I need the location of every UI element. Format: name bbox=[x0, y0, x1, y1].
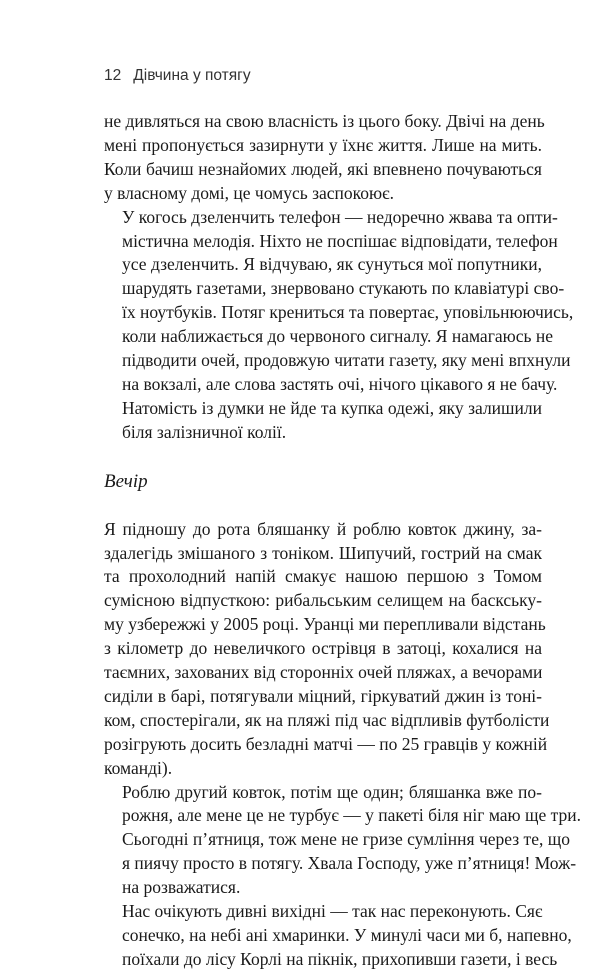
text-line: сонечко, на небі ані хмаринки. У минулі часи ми б, напевно, bbox=[122, 925, 572, 945]
text-line: я пиячу просто в потягу. Хвала Господу, уже п’ятниця! Мож- bbox=[122, 853, 577, 874]
running-head bbox=[104, 67, 251, 85]
book-title: Дівчина у потягу bbox=[133, 67, 251, 84]
text-line: таємних, захованих від сторонніх очей пляжах, а вечорами bbox=[104, 662, 543, 683]
text-line: му узбережжі у 2005 році. Уранці ми перепливали відстань bbox=[104, 614, 546, 635]
text-line: сумісною відпусткою: рибальським селищем на баскську- bbox=[104, 590, 542, 611]
text-line: Сьогодні п’ятниця, тож мене не гризе сумління через те, що bbox=[122, 829, 570, 850]
text-line: у власному домі, це чомусь заспокоює. bbox=[104, 182, 394, 203]
text-line: Роблю другий ковток, потім ще один; бляшанка вже по- bbox=[122, 781, 542, 802]
text-line: розігрують досить безладні матчі — по 25 гравців у кожній bbox=[104, 733, 548, 754]
text-line: біля залізничної колії. bbox=[122, 421, 287, 442]
paragraphs-before bbox=[104, 110, 574, 445]
paragraph bbox=[104, 110, 545, 206]
text-line: їх ноутбуків. Потяг крениться та повертає, уповільнюючись, bbox=[122, 302, 574, 323]
text-line: сиділи в барі, потягували міцний, гіркуватий джин із тоні- bbox=[104, 685, 542, 706]
paragraphs-after bbox=[104, 518, 581, 972]
text-line: Нас очікують дивні вихідні — так нас переконують. Сяє bbox=[122, 901, 543, 922]
section-heading: Вечір bbox=[104, 470, 148, 492]
text-line: команді). bbox=[104, 757, 173, 778]
text-line: коли наближається до червоного сигналу. Я намагаюсь не bbox=[122, 326, 553, 347]
text-line: підводити очей, продовжую читати газету, яку мені впхнули bbox=[122, 350, 571, 371]
page-number: 12 bbox=[104, 67, 122, 84]
text-line: усе дзеленчить. Я відчуваю, як сунуться мої попутники, bbox=[122, 254, 542, 275]
text-line: ком, спостерігали, як на пляжі під час відпливів футболісти bbox=[104, 709, 550, 730]
text-line: містична мелодія. Ніхто не поспішає відповідати, телефон bbox=[122, 230, 558, 251]
text-line: шарудять газетами, знервовано стукають по клавіатурі сво- bbox=[122, 278, 565, 299]
paragraph bbox=[104, 781, 581, 901]
text-line: на вокзалі, але слова застять очі, нічого цікавого я не бачу. bbox=[122, 373, 558, 394]
text-line: на розважатися. bbox=[122, 877, 241, 898]
text-line: У когось дзеленчить телефон — недоречно жвава та опти- bbox=[122, 206, 558, 227]
text-line: з кілометр до невеличкого острівця в затоці, кохалися на bbox=[104, 638, 542, 659]
text-line: Коли бачиш незнайомих людей, які впевнено почуваються bbox=[104, 158, 542, 179]
text-line: здалегідь змішаного з тоніком. Шипучий, гострий на смак bbox=[104, 542, 542, 563]
text-line: Я підношу до рота бляшанку й роблю ковток джину, за- bbox=[104, 518, 542, 539]
body-text bbox=[104, 110, 581, 972]
text-line: поїхали до лісу Корлі на пікнік, прихопивши газети, і весь bbox=[122, 948, 558, 969]
paragraph bbox=[104, 206, 574, 445]
text-line: рожня, але мене це не турбує — у пакеті біля ніг маю ще три. bbox=[122, 805, 581, 826]
text-line: мені пропонується зазирнути у їхнє життя. Лише на мить. bbox=[104, 134, 542, 155]
text-line: та прохолодний напій смакує нашою першою з Томом bbox=[104, 566, 542, 587]
text-line: не дивляться на свою власність із цього боку. Двічі на день bbox=[104, 111, 545, 131]
text-line: Натомість із думки не йде та купка одежі, яку залишили bbox=[122, 397, 542, 418]
paragraph bbox=[104, 900, 572, 972]
paragraph bbox=[104, 518, 550, 781]
